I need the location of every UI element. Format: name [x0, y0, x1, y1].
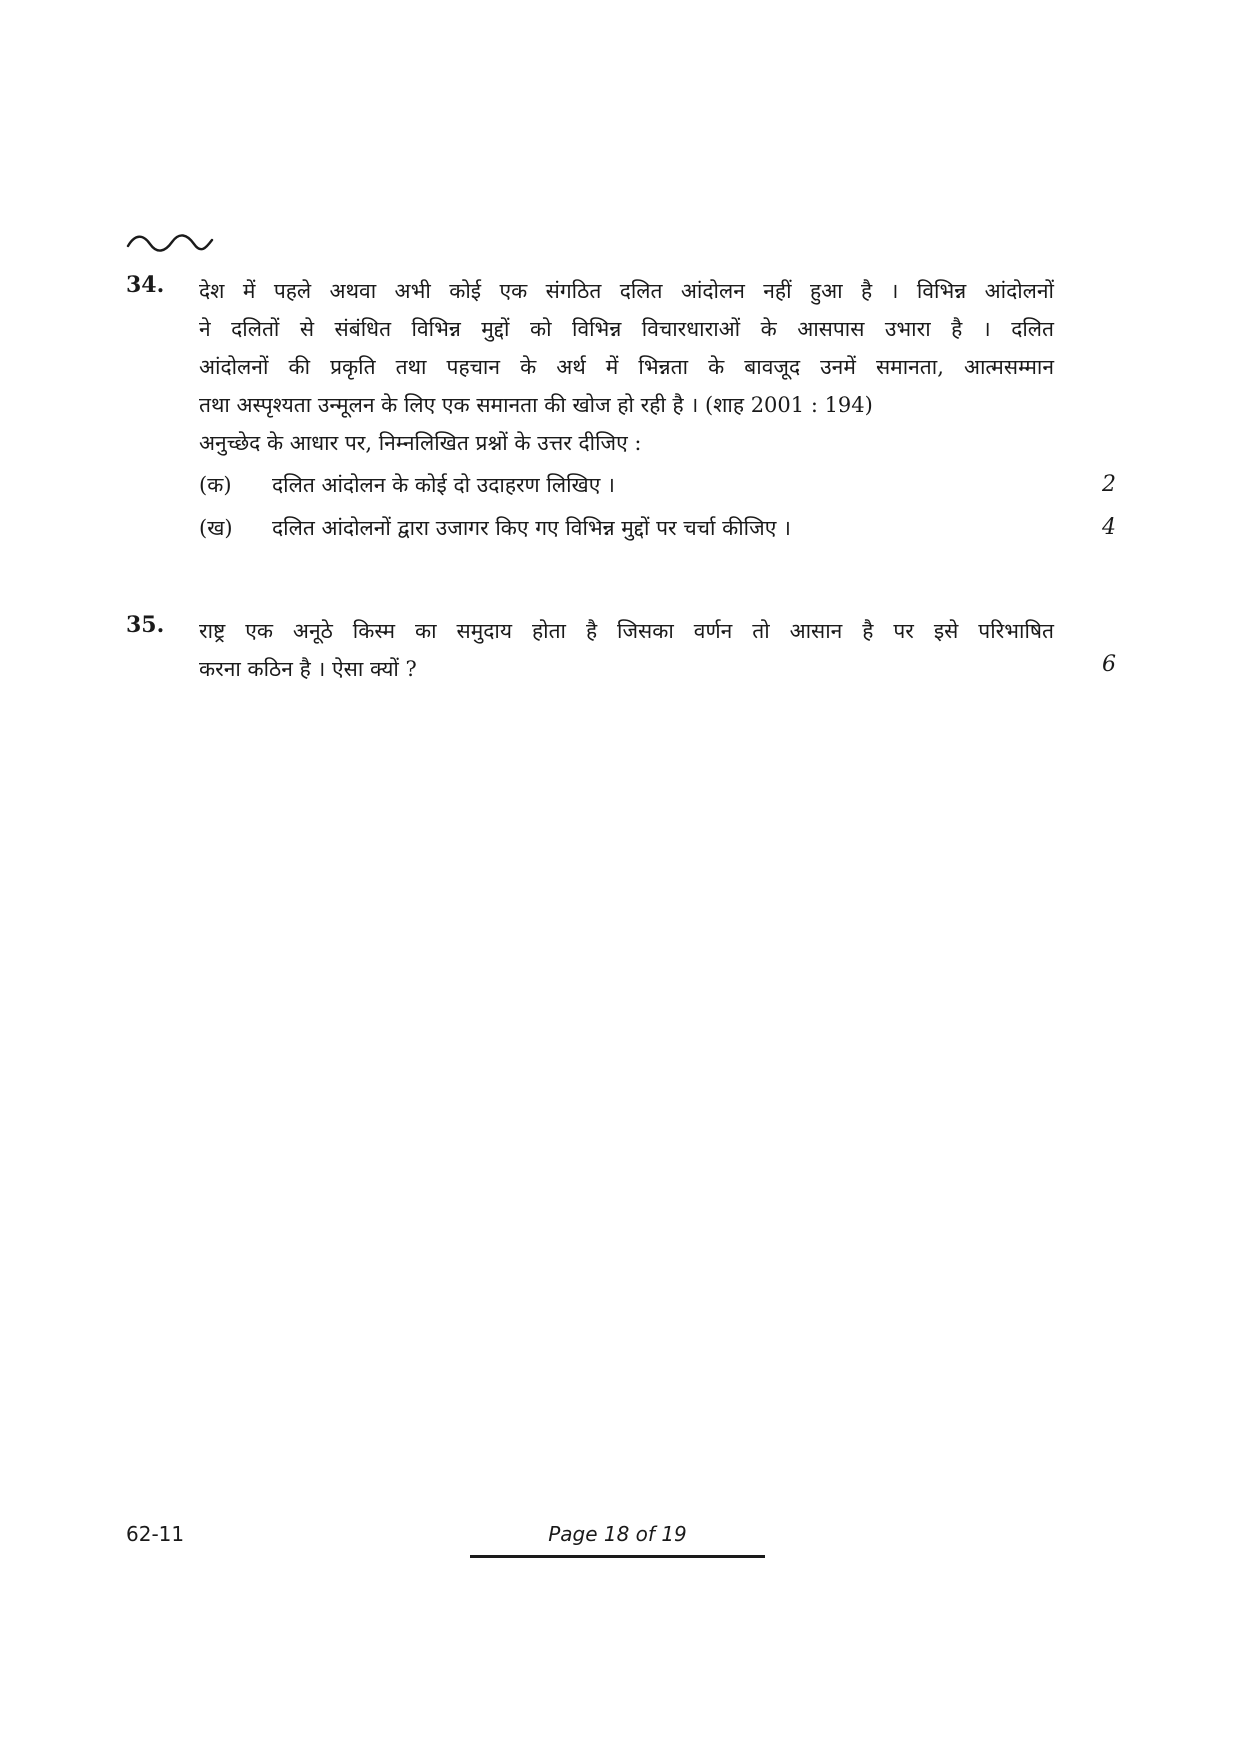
wavy-separator-icon — [126, 232, 214, 252]
question-number: 35. — [126, 612, 165, 638]
question-line: देश में पहले अथवा अभी कोई एक संगठित दलित आंदोलन नहीं हुआ है । विभिन्न आंदोलनों — [199, 279, 1054, 303]
question-number: 34. — [126, 272, 165, 298]
page-number: Page 18 of 19 — [548, 1522, 687, 1546]
sub-question-text: दलित आंदोलनों द्वारा उजागर किए गए विभिन्न मुद्दों पर चर्चा कीजिए । — [272, 516, 791, 540]
marks: 4 — [1102, 515, 1116, 540]
marks: 6 — [1102, 652, 1116, 677]
question-instruction: अनुच्छेद के आधार पर, निम्नलिखित प्रश्नों के उत्तर दीजिए : — [199, 431, 642, 455]
question-line: करना कठिन है । ऐसा क्यों ? — [199, 657, 417, 681]
sub-question-label: (क) — [199, 473, 232, 497]
question-34 — [126, 272, 1116, 552]
question-text — [199, 272, 1054, 462]
question-35 — [126, 612, 1116, 692]
sub-question-label: (ख) — [199, 516, 233, 540]
question-line: आंदोलनों की प्रकृति तथा पहचान के अर्थ में भिन्नता के बावजूद उनमें समानता, आत्मसम्मान — [199, 355, 1054, 379]
footer-divider — [470, 1555, 765, 1558]
marks: 2 — [1102, 472, 1116, 497]
question-text — [199, 612, 1054, 688]
question-line: तथा अस्पृश्यता उन्मूलन के लिए एक समानता की खोज हो रही है । (शाह 2001 : 194) — [199, 393, 873, 417]
paper-code: 62-11 — [126, 1522, 185, 1546]
question-line: राष्ट्र एक अनूठे किस्म का समुदाय होता है जिसका वर्णन तो आसान है पर इसे परिभाषित — [199, 619, 1054, 643]
question-line: ने दलितों से संबंधित विभिन्न मुद्दों को विभिन्न विचारधाराओं के आसपास उभारा है । दलित — [199, 317, 1054, 341]
sub-question-text: दलित आंदोलन के कोई दो उदाहरण लिखिए । — [272, 473, 615, 497]
